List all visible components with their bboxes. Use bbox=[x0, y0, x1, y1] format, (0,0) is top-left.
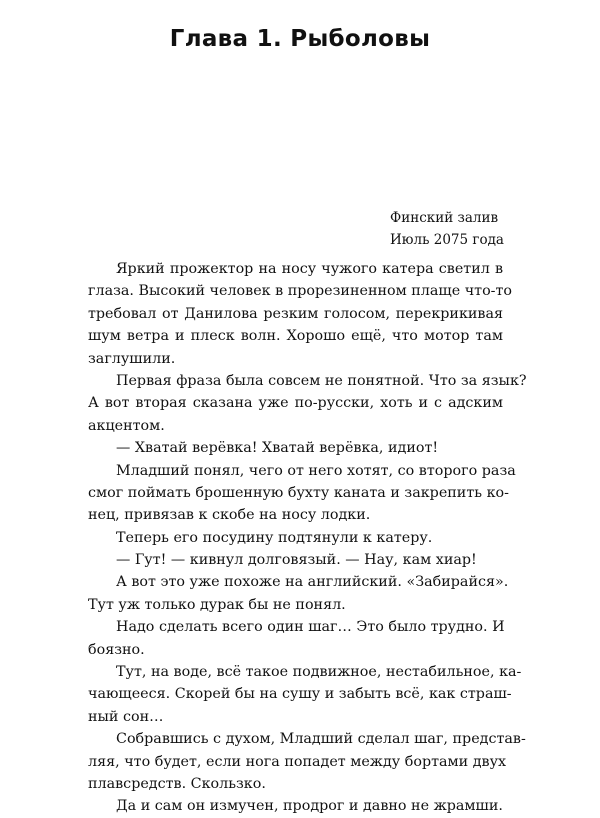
body-text bbox=[88, 258, 527, 818]
text-line: Первая фраза была совсем не понятной. Что за язык? bbox=[116, 372, 527, 389]
text-line: Тут, на воде, всё такое подвижное, нестабильное, ка- bbox=[116, 664, 522, 681]
text-line: глаза. Высокий человек в прорезиненном плаще что-то bbox=[88, 283, 513, 300]
epigraph bbox=[390, 207, 504, 251]
text-line: требовал от Данилова резким голосом, перекрикивая bbox=[88, 305, 503, 322]
text-line: А вот вторая сказана уже по-русски, хоть и с адским bbox=[88, 395, 503, 412]
text-line: плавсредств. Скользко. bbox=[88, 775, 266, 792]
text-line: — Хватай верёвка! Хватай верёвка, идиот! bbox=[116, 440, 439, 457]
text-line: Надо сделать всего один шаг… Это было трудно. И bbox=[116, 619, 505, 636]
text-line: Теперь его посудину подтянули к катеру. bbox=[116, 529, 433, 546]
text-line: Тут уж только дурак бы не понял. bbox=[88, 596, 346, 613]
text-line: А вот это уже похоже на английский. «Забирайся». bbox=[116, 574, 509, 591]
text-line: ный сон… bbox=[88, 708, 164, 725]
epigraph-place: Финский залив bbox=[390, 210, 499, 226]
text-line: чающееся. Скорей бы на сушу и забыть всё, как страш- bbox=[88, 686, 512, 703]
text-line: нец, привязав к скобе на носу лодки. bbox=[88, 507, 371, 524]
epigraph-date: Июль 2075 года bbox=[390, 232, 504, 248]
text-line: Да и сам он измучен, продрог и давно не жрамши. bbox=[116, 798, 503, 815]
text-line: ляя, что будет, если нога попадет между бортами двух bbox=[88, 753, 507, 770]
text-line: Собравшись с духом, Младший сделал шаг, представ- bbox=[116, 731, 526, 748]
text-line: боязно. bbox=[88, 641, 145, 658]
text-line: Младший понял, чего от него хотят, со второго раза bbox=[116, 462, 516, 479]
text-line: акцентом. bbox=[88, 417, 165, 434]
text-line: шум ветра и плеск волн. Хорошо ещё, что мотор там bbox=[88, 328, 503, 345]
text-line: — Гут! — кивнул долговязый. — Нау, кам хиар! bbox=[116, 552, 477, 569]
text-line: заглушили. bbox=[88, 350, 176, 367]
chapter-title: Глава 1. Рыболовы bbox=[169, 26, 431, 52]
text-line: смог поймать брошенную бухту каната и закрепить ко- bbox=[88, 484, 509, 501]
text-line: Яркий прожектор на носу чужого катера светил в bbox=[116, 261, 503, 277]
